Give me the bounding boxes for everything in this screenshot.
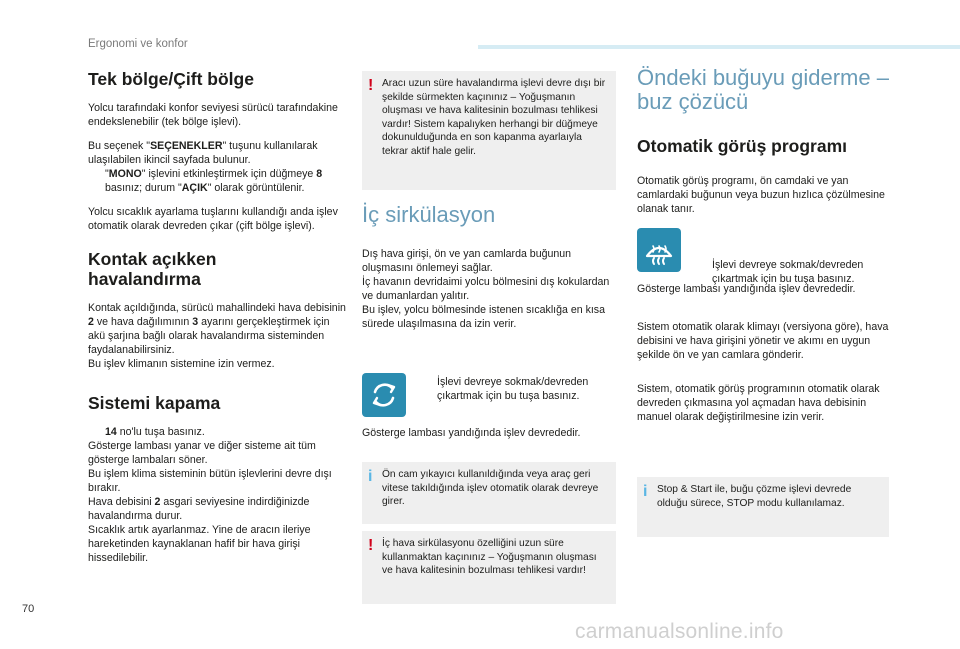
paragraph: Dış hava girişi, ön ve yan camlarda buğunun oluşmasını önlemeyi sağlar. (362, 248, 572, 274)
header-rule (478, 45, 960, 49)
paragraph: Bu seçenek "SEÇENEKLER" tuşunu kullanılarak ulaşılabilen ikincil sayfada bulunur. (88, 140, 318, 166)
column-middle (362, 203, 616, 331)
column-right (637, 66, 889, 216)
page-number: 70 (22, 603, 35, 615)
warning-box (362, 71, 616, 190)
section-title-demisting: Öndeki buğuyu giderme – (637, 65, 889, 90)
info-text: Ön cam yıkayıcı kullanıldığında veya araç geri vitese takıldığında işlev otomatik olarak devreye girer. (382, 469, 599, 508)
paragraph: Hava debisini 2 asgari seviyesine indirdiğinizde havalandırma durur. (88, 496, 310, 522)
info-icon: i (643, 483, 648, 500)
section-title-single-dual-zone: Tek bölge/Çift bölge (88, 69, 254, 89)
info-box (637, 477, 889, 537)
paragraph: Gösterge lambası yanar ve diğer sisteme ait tüm gösterge lambaları söner. (88, 440, 316, 466)
visibility-button-icon (637, 228, 681, 272)
paragraph: Yolcu sıcaklık ayarlama tuşlarını kullandığı anda işlev otomatik olarak devreden çıkar (çift bölge işlevi). (88, 206, 338, 232)
section-title-demisting-line2: buz çözücü (637, 89, 749, 114)
warning-text: Aracı uzun süre havalandırma işlevi devre dışı bir şekilde sürmekten kaçınınız – Yoğuşmanın oluşması ve hava kalitesinin bozulması tehlikesi vardır! Sistem kapalıyken herhangi bir düğmeye dokunulduğunda en son kapanma ayarlaıyla tekrar aktif hale gelir. (382, 78, 606, 157)
warning-box (362, 531, 616, 604)
column-right-lower (637, 282, 889, 434)
warning-icon: ! (368, 77, 374, 94)
paragraph: Otomatik görüş programı, ön camdaki ve yan camlardaki buğunun veya buzun hızlıca çözülmesine olanak tanır. (637, 175, 885, 215)
section-title-ventilation: Kontak açıkken havalandırma (88, 249, 217, 289)
warning-text: İç hava sirkülasyonu özelliğini uzun süre kullanmaktan kaçınınız – Yoğuşmanın oluşması ve hava kalitesinin bozulması tehlikesi vardır! (382, 538, 597, 577)
paragraph: Sıcaklık artık ayarlanmaz. Yine de aracın ileriye hareketinden kaynaklanan hafif bir hava girişi hissedilebilir. (88, 524, 311, 564)
recirculation-button-icon (362, 373, 406, 417)
paragraph: İç havanın devridaimi yolcu bölmesini dış kokulardan ve dumanlardan yalıtır. (362, 276, 610, 302)
watermark: carmanualsonline.info (575, 620, 784, 643)
paragraph: Sistem, otomatik görüş programının otomatik olarak devreden çıkmasına yol açmadan hava debisinin manuel olarak değiştirilmesine izin verir. (637, 383, 880, 423)
bullet-item: İşlevi devreye sokmak/devreden çıkartmak için bu tuşa basınız. (712, 259, 864, 285)
section-title-system-off: Sistemi kapama (88, 393, 221, 413)
paragraph: Gösterge lambası yandığında işlev devrededir. (637, 283, 856, 295)
info-text: Stop & Start ile, buğu çözme işlevi devrede olduğu sürece, STOP modu kullanılamaz. (657, 484, 852, 509)
column-left (88, 69, 346, 565)
info-icon: i (368, 468, 373, 485)
paragraph: Bu işlev, yolcu bölmesinde istenen sıcaklığa en kısa sürede ulaşılmasına da izin verir. (362, 304, 605, 330)
warning-icon: ! (368, 537, 374, 554)
paragraph: Kontak açıldığında, sürücü mahallindeki hava debisinin 2 ve hava dağılımının 3 ayarını gerçekleştirmek için akü şarjına bağlı olarak havalandırma sisteminden faydalanabilirsiniz. (88, 302, 346, 356)
section-title-recirculation: İç sirkülasyon (362, 202, 496, 227)
info-box (362, 462, 616, 524)
section-header: Ergonomi ve konfor (88, 38, 188, 50)
bullet-item: 14 no'lu tuşa basınız. (105, 426, 205, 438)
paragraph: Sistem otomatik olarak klimayı (versiyona göre), hava debisini ve hava girişini yönetir ve akımı en uygun şekilde ön ve yan camlara gönderir. (637, 321, 889, 361)
subsection-title-visibility: Otomatik görüş programı (637, 136, 848, 156)
bullet-item: "MONO" işlevini etkinleştirmek için düğmeye 8 basınız; durum "AÇIK" olarak görüntülenir. (105, 168, 323, 194)
paragraph: Bu işlem klima sisteminin bütün işlevlerini devre dışı bırakır. (88, 468, 332, 494)
recirculation-icon (368, 379, 400, 411)
paragraph: Yolcu tarafındaki konfor seviyesi sürücü tarafındakine endekslenebilir (tek bölge işlevi). (88, 102, 338, 128)
windscreen-demist-icon (643, 234, 675, 266)
paragraph: Bu işlev klimanın sistemine izin vermez. (88, 358, 275, 370)
bullet-item: İşlevi devreye sokmak/devreden çıkartmak için bu tuşa basınız. (437, 376, 589, 402)
paragraph: Gösterge lambası yandığında işlev devrededir. (362, 427, 581, 439)
